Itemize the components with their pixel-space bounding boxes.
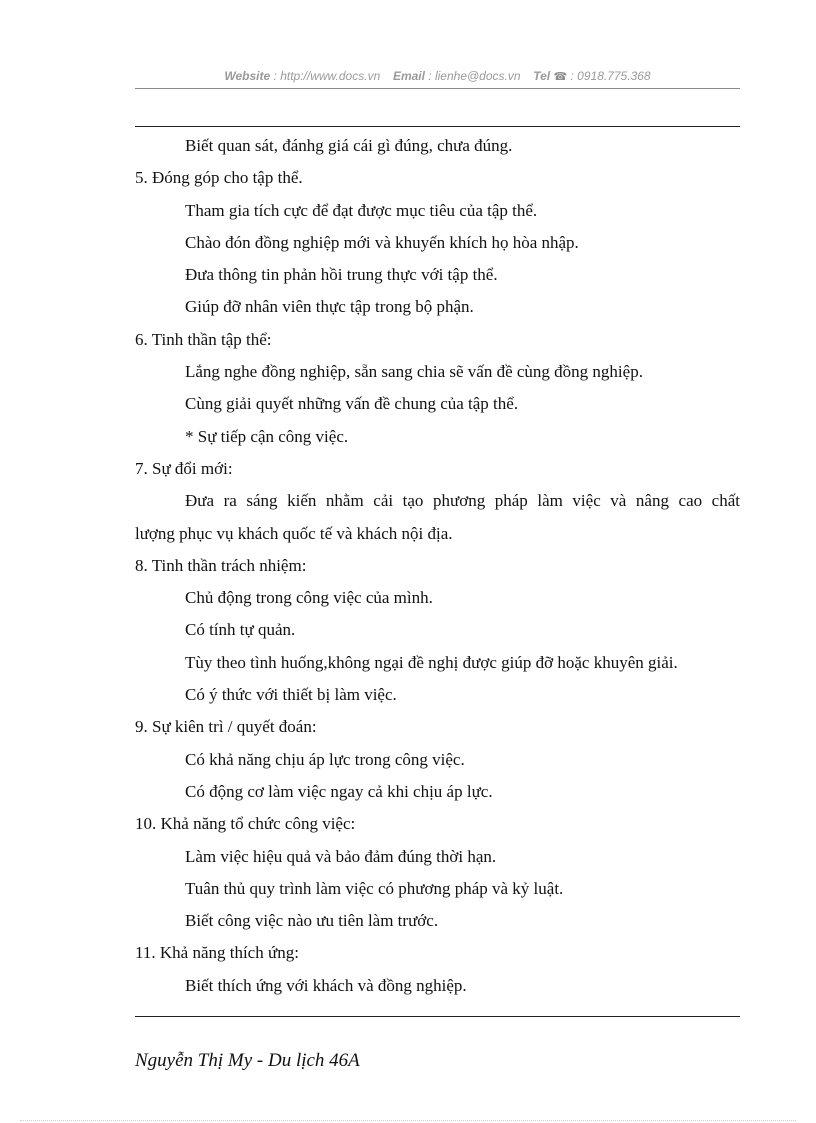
- website-value: : http://www.docs.vn: [273, 69, 381, 83]
- page-edge-dotted-line: [20, 1120, 796, 1121]
- body-line-justified: Đưa ra sáng kiến nhằm cải tạo phương pháp làm việc và nâng cao chất: [185, 491, 740, 511]
- phone-icon: ☎: [553, 71, 568, 83]
- body-line: Có khả năng chịu áp lực trong công việc.: [185, 749, 465, 769]
- body-line: Tùy theo tình huống,không ngại đề nghị được giúp đỡ hoặc khuyên giải.: [185, 652, 678, 672]
- body-line: Biết công việc nào ưu tiên làm trước.: [185, 911, 439, 931]
- body-line: Đưa thông tin phản hồi trung thực với tập thể.: [185, 265, 498, 285]
- section-heading-10: 10. Khả năng tổ chức công việc:: [135, 814, 356, 834]
- body-line: Làm việc hiệu quả và bảo đảm đúng thời hạn.: [185, 846, 497, 866]
- email-label: Email: [392, 69, 425, 83]
- email-value: : lienhe@docs.vn: [428, 69, 521, 83]
- body-line: Tham gia tích cực để đạt được mục tiêu của tập thể.: [185, 200, 538, 220]
- body-line: Chủ động trong công việc của mình.: [185, 588, 433, 608]
- body-line: Có ý thức với thiết bị làm việc.: [185, 685, 397, 705]
- section-heading-11: 11. Khả năng thích ứng:: [135, 943, 299, 963]
- tel-label: Tel: [533, 69, 551, 83]
- page-footer-author: Nguyễn Thị My - Du lịch 46A: [135, 1050, 360, 1071]
- body-line: Có tính tự quản.: [185, 620, 296, 640]
- document-body: [135, 130, 740, 1002]
- body-line: Biết quan sát, đánhg giá cái gì đúng, chưa đúng.: [185, 136, 513, 155]
- body-line: Có động cơ làm việc ngay cả khi chịu áp lực.: [185, 781, 493, 801]
- body-line: Biết thích ứng với khách và đồng nghiệp.: [185, 975, 467, 995]
- body-line: Lắng nghe đồng nghiệp, sẵn sang chia sẽ vấn đề cùng đồng nghiệp.: [185, 362, 643, 382]
- website-label: Website: [224, 69, 271, 83]
- page-header: [135, 66, 740, 89]
- body-line: Cùng giải quyết những vấn đề chung của tập thể.: [185, 394, 519, 414]
- section-heading-9: 9. Sự kiên trì / quyết đoán:: [135, 717, 317, 737]
- body-line: Giúp đỡ nhân viên thực tập trong bộ phận.: [185, 297, 474, 317]
- top-divider: [135, 126, 740, 127]
- bottom-divider: [135, 1016, 740, 1017]
- section-heading-7: 7. Sự đổi mới:: [135, 458, 233, 478]
- body-line: Chào đón đồng nghiệp mới và khuyến khích họ hòa nhập.: [185, 232, 579, 252]
- section-heading-6: 6. Tinh thần tập thể:: [135, 329, 272, 349]
- section-heading-5: 5. Đóng góp cho tập thể.: [135, 168, 303, 188]
- section-heading-8: 8. Tinh thần trách nhiệm:: [135, 555, 307, 575]
- body-line-continued: lượng phục vụ khách quốc tế và khách nội địa.: [135, 523, 453, 543]
- body-line: Tuân thủ quy trình làm việc có phương pháp và kỷ luật.: [185, 878, 564, 898]
- bullet-line: * Sự tiếp cận công việc.: [185, 426, 349, 446]
- tel-value: : 0918.775.368: [570, 69, 651, 83]
